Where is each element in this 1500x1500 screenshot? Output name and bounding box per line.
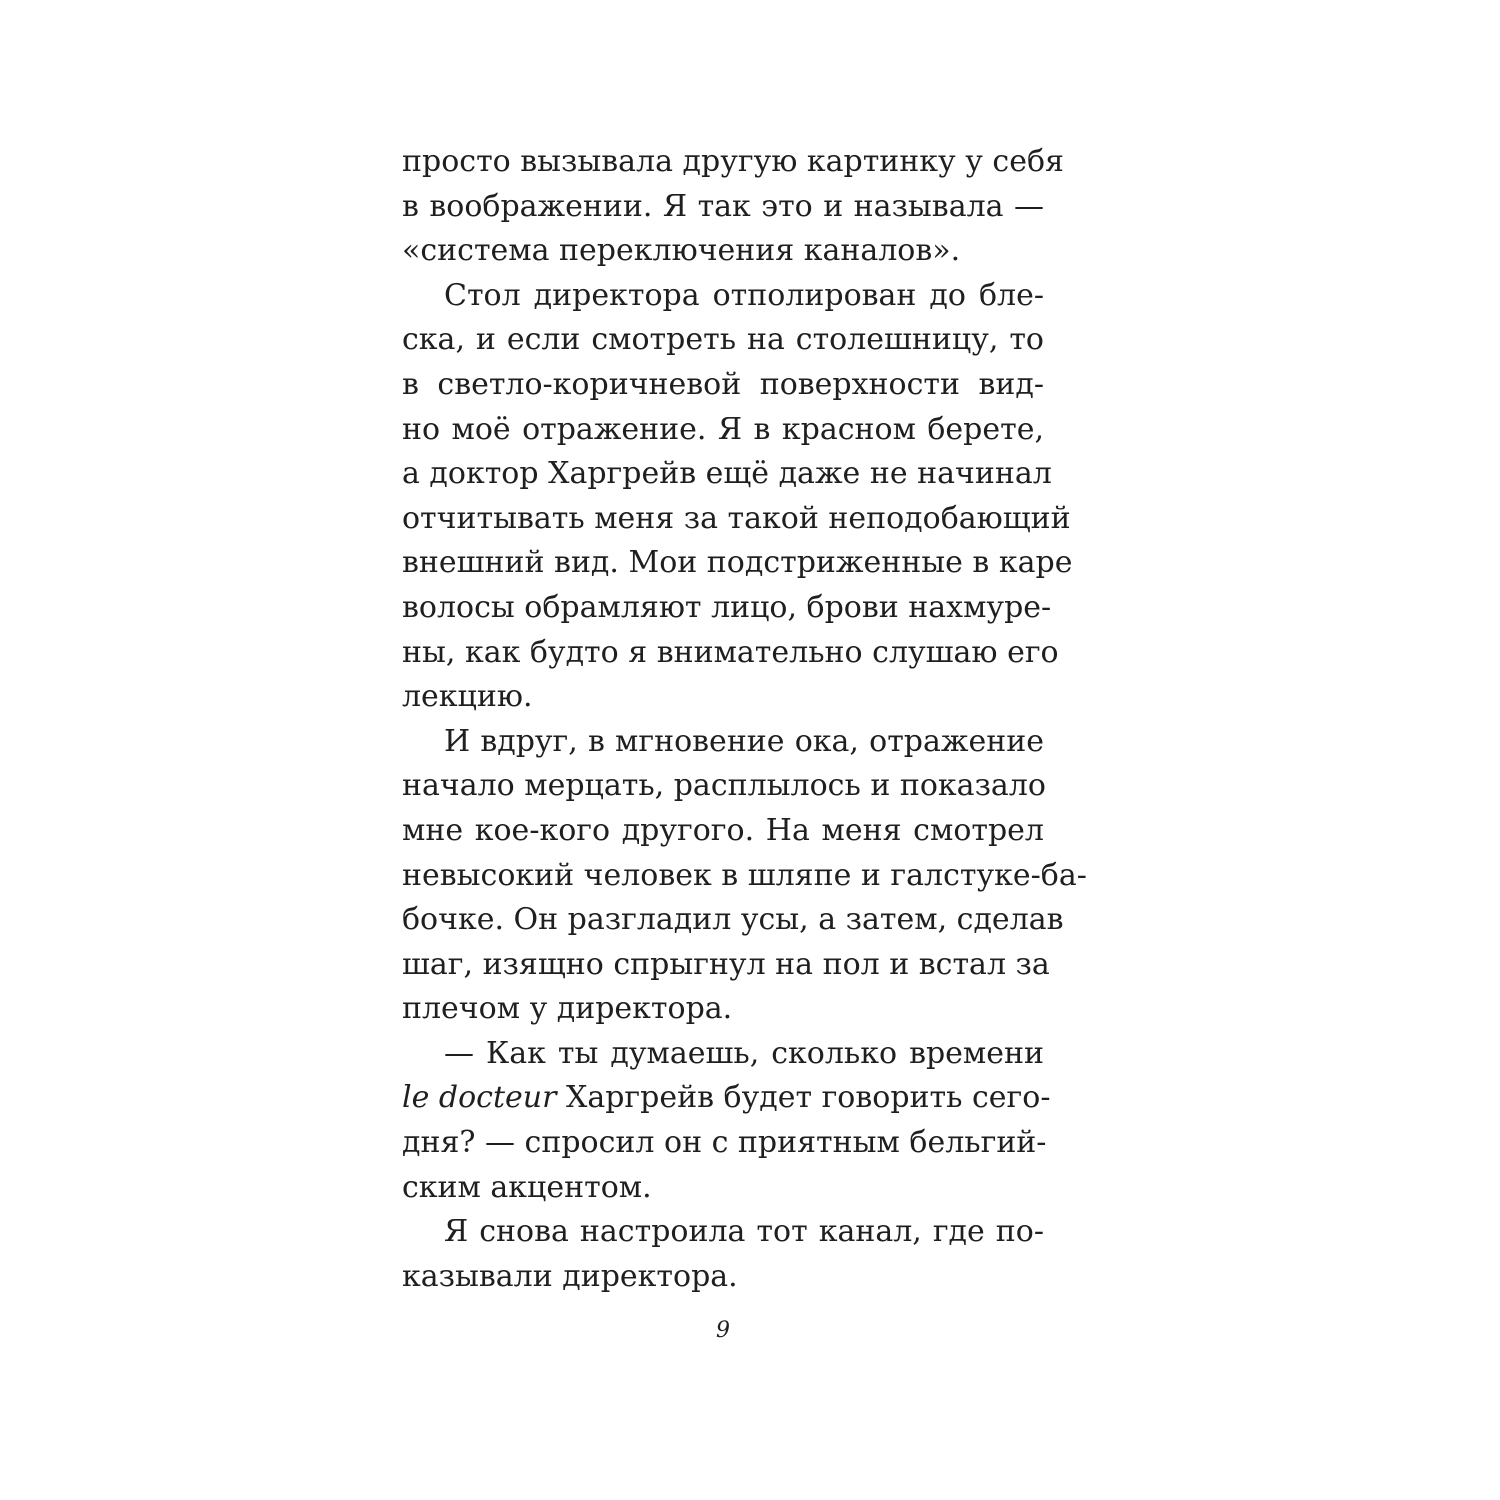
text-line: но моё отражение. Я в красном берете, bbox=[402, 411, 1044, 447]
text-line: волосы обрамляют лицо, брови нахмуре- bbox=[402, 589, 1052, 625]
text-line: а доктор Харгрейв ещё даже не начинал bbox=[402, 456, 1052, 492]
text-line: ны, как будто я внимательно слушаю его bbox=[402, 634, 1059, 670]
text-line: в воображении. Я так это и называла — bbox=[402, 188, 1044, 224]
text-line: ским акцентом. bbox=[402, 1169, 652, 1205]
text-line: «система переключения каналов». bbox=[402, 233, 961, 269]
text-line: Стол директора отполирован до бле- bbox=[444, 277, 1044, 313]
foreign-phrase: le docteur bbox=[402, 1080, 557, 1116]
text-line: казывали директора. bbox=[402, 1258, 738, 1294]
text-line: невысокий человек в шляпе и галстуке-ба- bbox=[402, 857, 1087, 893]
body-text bbox=[402, 140, 1087, 1299]
text-line bbox=[402, 1076, 1051, 1121]
text-line: просто вызывала другую картинку у себя bbox=[402, 144, 1064, 179]
text-line: плечом у директора. bbox=[402, 991, 733, 1027]
text-line: бочке. Он разгладил усы, а затем, сделав bbox=[402, 902, 1064, 938]
page-number: 9 bbox=[716, 1318, 730, 1343]
text-line: — Как ты думаешь, сколько времени bbox=[444, 1035, 1044, 1071]
text-fragment: Харгрейв будет говорить сего- bbox=[556, 1080, 1051, 1116]
text-line: внешний вид. Мои подстриженные в каре bbox=[402, 545, 1073, 581]
text-line: мне кое-кого другого. На меня смотрел bbox=[402, 812, 1044, 848]
text-line: дня? — спросил он с приятным бельгий- bbox=[402, 1125, 1047, 1161]
text-line: ска, и если смотреть на столешницу, то bbox=[402, 322, 1044, 358]
text-line: Я снова настроила тот канал, где по- bbox=[444, 1214, 1044, 1250]
text-line: лекцию. bbox=[402, 679, 533, 715]
text-line: отчитывать меня за такой неподобающий bbox=[402, 500, 1071, 536]
text-line: в светло-коричневой поверхности вид- bbox=[402, 366, 1044, 402]
text-line: И вдруг, в мгновение ока, отражение bbox=[444, 723, 1044, 759]
text-line: шаг, изящно спрыгнул на пол и встал за bbox=[402, 946, 1050, 982]
text-line: начало мерцать, расплылось и показало bbox=[402, 768, 1046, 804]
